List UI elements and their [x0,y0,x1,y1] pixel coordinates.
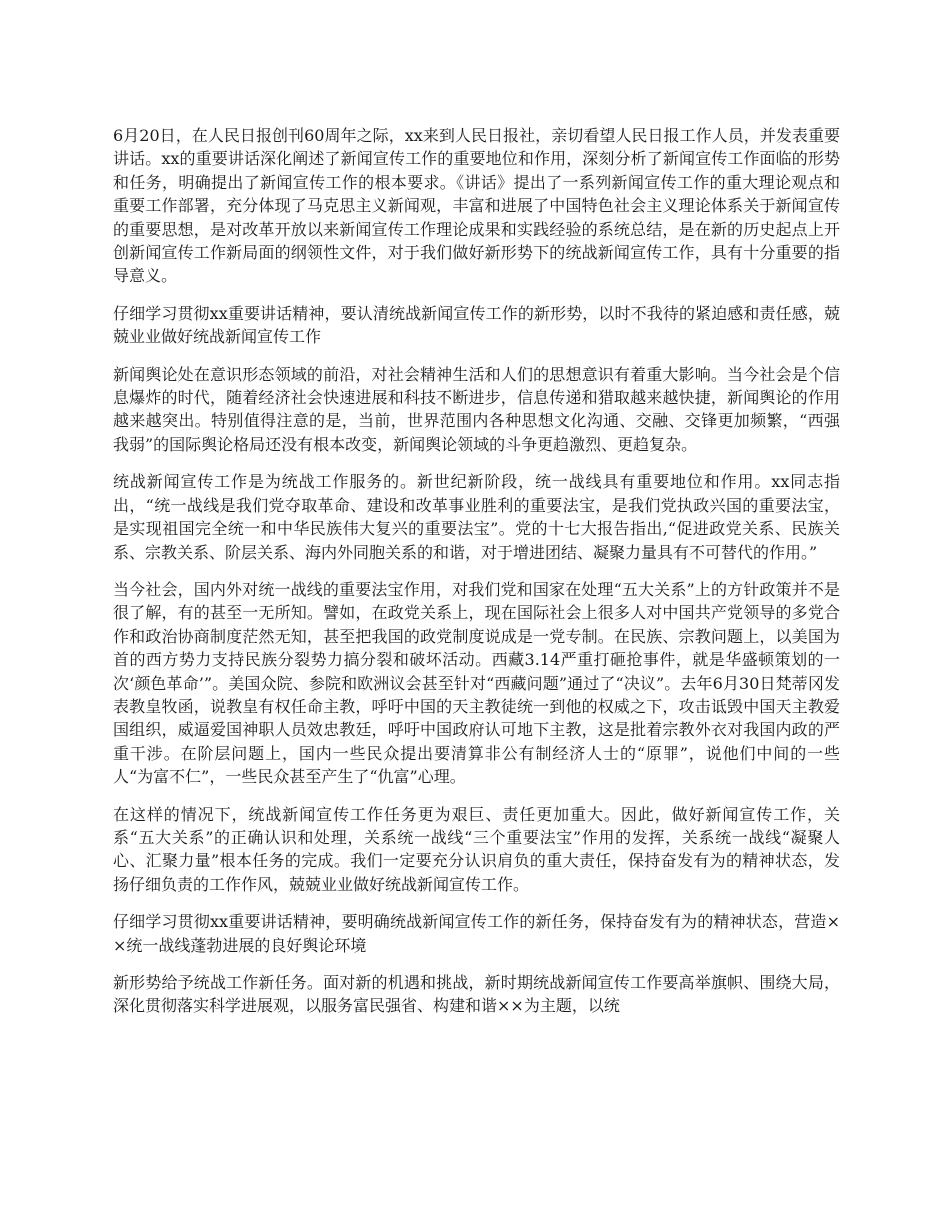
paragraph-news-opinion: 新闻舆论处在意识形态领域的前沿，对社会精神生活和人们的思想意识有着重大影响。当今社会是个信息爆炸的时代，随着经济社会快速进展和科技不断进步，信息传递和猎取越来越快捷，新闻舆论的作用越来越突出。特别值得注意的是，当前，世界范围内各种思想文化沟通、交融、交锋更加频繁，“西强我弱”的国际舆论格局还没有根本改变，新闻舆论领域的斗争更趋激烈、更趋复杂。 [113,364,840,454]
paragraph-new-tasks: 新形势给予统战工作新任务。面对新的机遇和挑战，新时期统战新闻宣传工作要高举旗帜、围绕大局，深化贯彻落实科学进展观，以服务富民强省、构建和谐××为主题，以统 [113,973,840,1016]
paragraph-intro: 6月20日，在人民日报创刊60周年之际，xx来到人民日报社，亲切看望人民日报工作人员，并发表重要讲话。xx的重要讲话深化阐述了新闻宣传工作的重要地位和作用，深刻分析了新闻宣传工作面临的形势和任务，明确提出了新闻宣传工作的根本要求。《讲话》提出了一系列新闻宣传工作的重大理论观点和重要工作部署，充分体现了马克思主义新闻观，丰富和进展了中国特色社会主义理论体系关于新闻宣传的重要思想，是对改革开放以来新闻宣传工作理论成果和实践经验的系统总结，是在新的历史起点上开创新闻宣传工作新局面的纲领性文件，对于我们做好新形势下的统战新闻宣传工作，具有十分重要的指导意义。 [113,126,840,286]
paragraph-section-heading-1: 仔细学习贯彻xx重要讲话精神，要认清统战新闻宣传工作的新形势，以时不我待的紧迫感和责任感，兢兢业业做好统战新闻宣传工作 [113,303,840,347]
paragraph-section-heading-2: 仔细学习贯彻xx重要讲话精神，要明确统战新闻宣传工作的新任务，保持奋发有为的精神状态，营造××统一战线蓬勃进展的良好舆论环境 [113,912,840,955]
paragraph-current-society: 当今社会，国内外对统一战线的重要法宝作用，对我们党和国家在处理“五大关系”上的方针政策并不是很了解，有的甚至一无所知。譬如，在政党关系上，现在国际社会上很多人对中国共产党领导的多党合作和政治协商制度茫然无知，甚至把我国的政党制度说成是一党专制。在民族、宗教问题上，以美国为首的西方势力支持民族分裂势力搞分裂和破坏活动。西藏3.14严重打砸抢事件，就是华盛顿策划的一次‘颜色革命’”。美国众院、参院和欧洲议会甚至针对“西藏问题”通过了“决议”。去年6月30日梵蒂冈发表教皇牧函，说教皇有权任命主教，呼吁中国的天主教徒统一到他的权威之下，攻击诋毁中国天主教爱国组织，威逼爱国神职人员效忠教廷，呼吁中国政府认可地下主教，这是批着宗教外衣对我国内政的严重干涉。在阶层问题上，国内一些民众提出要清算非公有制经济人士的“原罪”，说他们中间的一些人“为富不仁”，一些民众甚至产生了“仇富”心理。 [113,579,840,787]
paragraph-situation: 在这样的情况下，统战新闻宣传工作任务更为艰巨、责任更加重大。因此，做好新闻宣传工作，关系“五大关系”的正确认识和处理，关系统一战线“三个重要法宝”作用的发挥，关系统一战线“凝聚人心、汇聚力量”根本任务的完成。我们一定要充分认识肩负的重大责任，保持奋发有为的精神状态，发扬仔细负责的工作作风，兢兢业业做好统战新闻宣传工作。 [113,804,840,894]
document-body [113,124,840,1032]
paragraph-united-front: 统战新闻宣传工作是为统战工作服务的。新世纪新阶段，统一战线具有重要地位和作用。xx同志指出，“统一战线是我们党夺取革命、建设和改革事业胜利的重要法宝，是我们党执政兴国的重要法宝，是实现祖国完全统一和中华民族伟大复兴的重要法宝”。党的十七大报告指出,“促进政党关系、民族关系、宗教关系、阶层关系、海内外同胞关系的和谐，对于增进团结、凝聚力量具有不可替代的作用。” [113,472,840,562]
